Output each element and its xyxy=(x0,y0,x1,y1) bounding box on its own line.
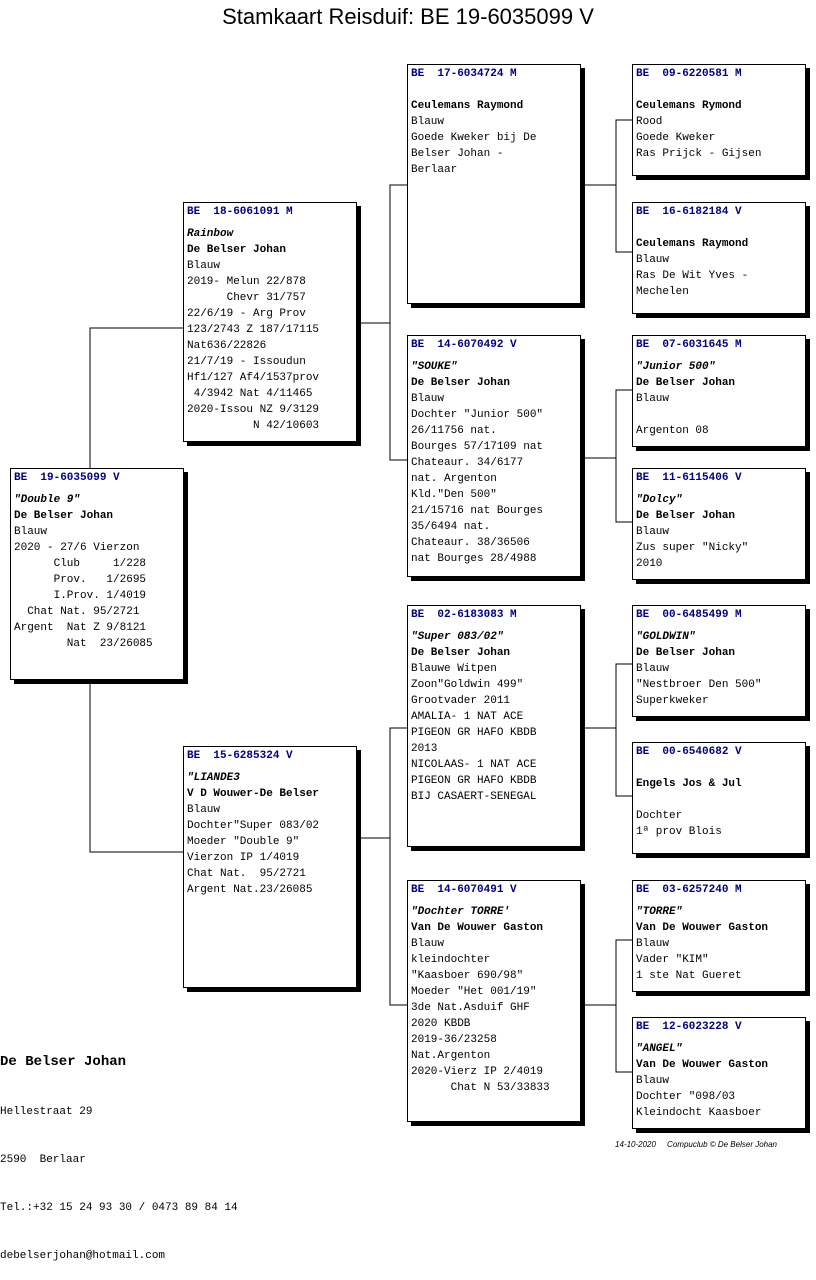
pedigree-line: Rood xyxy=(636,116,663,128)
pedigree-line: Ras De Wit Yves - xyxy=(636,270,749,282)
pigeon-name: "GOLDWIN" xyxy=(636,631,696,643)
pedigree-line: Blauw xyxy=(636,938,670,950)
pedigree-line: "Nestbroer Den 500" xyxy=(636,679,762,691)
pedigree-line: BIJ CASAERT-SENEGAL xyxy=(411,791,537,803)
pedigree-line: nat Bourges 28/4988 xyxy=(411,553,537,565)
owner-name: De Belser Johan xyxy=(411,377,511,389)
pedigree-line: 2019-36/23258 xyxy=(411,1034,497,1046)
spacer xyxy=(411,82,577,98)
pedigree-line xyxy=(636,792,802,808)
pedigree-line: Goede Kweker bij De xyxy=(411,132,537,144)
pigeon-name: "LIANDE3 xyxy=(187,772,240,784)
owner-name: De Belser Johan xyxy=(636,377,736,389)
pedigree-line: Nat 23/26085 xyxy=(14,638,153,650)
pedigree-line: Chateaur. 34/6177 xyxy=(411,457,524,469)
owner-name: De Belser Johan xyxy=(636,647,736,659)
pedigree-line: N 42/10603 xyxy=(187,420,320,432)
owner-name: Van De Wouwer Gaston xyxy=(636,1059,769,1071)
pedigree-line: Nat636/22826 xyxy=(187,340,267,352)
pedigree-line: Chat Nat. 95/2721 xyxy=(187,868,306,880)
pigeon-name: "Junior 500" xyxy=(636,361,716,373)
pedigree-line: 2020 KBDB xyxy=(411,1018,471,1030)
pigeon-card-ggm3[interactable] xyxy=(632,742,806,854)
pigeon-card-maternal-grandmother[interactable] xyxy=(407,880,581,1122)
pedigree-line: Zoon"Goldwin 499" xyxy=(411,679,524,691)
pedigree-line: 4/3942 Nat 4/11465 xyxy=(187,388,313,400)
pedigree-line: PIGEON GR HAFO KBDB xyxy=(411,775,537,787)
owner-name: De Belser Johan xyxy=(636,510,736,522)
footer-credit: Compuclub © De Belser Johan xyxy=(667,1140,777,1149)
pedigree-line: Dochter "098/03 xyxy=(636,1091,736,1103)
owner-name: Van De Wouwer Gaston xyxy=(636,922,769,934)
pedigree-line: Prov. 1/2695 xyxy=(14,574,147,586)
pedigree-line: Bourges 57/17109 nat xyxy=(411,441,544,453)
pedigree-line: Moeder "Het 001/19" xyxy=(411,986,537,998)
pedigree-line: Ras Prijck - Gijsen xyxy=(636,148,762,160)
pigeon-name: "Dochter TORRE' xyxy=(411,906,511,918)
pedigree-line: Kld."Den 500" xyxy=(411,489,497,501)
pigeon-card-maternal-grandfather[interactable] xyxy=(407,605,581,847)
ring-number: BE 17-6034724 M xyxy=(411,68,517,80)
breeder-info xyxy=(0,1020,238,1280)
pigeon-name: "TORRE" xyxy=(636,906,683,918)
ring-number: BE 03-6257240 M xyxy=(636,884,742,896)
pedigree-line: Blauwe Witpen xyxy=(411,663,497,675)
pedigree-line: 2010 xyxy=(636,558,663,570)
owner-name: De Belser Johan xyxy=(411,647,511,659)
pedigree-line: Blauw xyxy=(14,526,48,538)
pedigree-line: 26/11756 nat. xyxy=(411,425,497,437)
spacer xyxy=(636,760,802,776)
owner-name: Ceulemans Raymond xyxy=(411,100,524,112)
pedigree-line: "Kaasboer 690/98" xyxy=(411,970,524,982)
pedigree-line: Zus super "Nicky" xyxy=(636,542,749,554)
ring-number: BE 11-6115406 V xyxy=(636,472,742,484)
ring-number: BE 18-6061091 M xyxy=(187,206,293,218)
owner-name: Engels Jos & Jul xyxy=(636,778,742,790)
pedigree-line: Club 1/228 xyxy=(14,558,147,570)
pigeon-card-subject[interactable] xyxy=(10,468,184,680)
pigeon-card-mother[interactable] xyxy=(183,746,357,988)
pedigree-line: 21/15716 nat Bourges xyxy=(411,505,544,517)
ring-number: BE 14-6070492 V xyxy=(411,339,517,351)
pigeon-name: "ANGEL" xyxy=(636,1043,683,1055)
pedigree-line: Superkweker xyxy=(636,695,709,707)
pedigree-line: NICOLAAS- 1 NAT ACE xyxy=(411,759,537,771)
pedigree-line: 3de Nat.Asduif GHF xyxy=(411,1002,530,1014)
pedigree-line: Blauw xyxy=(636,663,670,675)
owner-name: Van De Wouwer Gaston xyxy=(411,922,544,934)
footer-date: 14-10-2020 xyxy=(615,1140,656,1149)
pedigree-line: Dochter"Super 083/02 xyxy=(187,820,320,832)
ring-number: BE 09-6220581 M xyxy=(636,68,742,80)
pigeon-card-ggm2[interactable] xyxy=(632,468,806,580)
pigeon-card-paternal-grandfather[interactable] xyxy=(407,64,581,304)
spacer xyxy=(636,220,802,236)
pedigree-line: 22/6/19 - Arg Prov xyxy=(187,308,306,320)
pedigree-line: Berlaar xyxy=(411,164,458,176)
pedigree-line: 123/2743 Z 187/17115 xyxy=(187,324,320,336)
owner-name: De Belser Johan xyxy=(14,510,114,522)
breeder-name: De Belser Johan xyxy=(0,1054,127,1070)
pedigree-line: Argent Nat.23/26085 xyxy=(187,884,313,896)
pedigree-line: 2019- Melun 22/878 xyxy=(187,276,306,288)
pedigree-line: Blauw xyxy=(187,804,221,816)
pedigree-line: Blauw xyxy=(411,116,445,128)
pedigree-line: AMALIA- 1 NAT ACE xyxy=(411,711,524,723)
footer xyxy=(615,1140,777,1149)
owner-name: Ceulemans Raymond xyxy=(636,238,749,250)
pedigree-line: Argent Nat Z 9/8121 xyxy=(14,622,147,634)
pedigree-line: Chat Nat. 95/2721 xyxy=(14,606,140,618)
ring-number: BE 15-6285324 V xyxy=(187,750,293,762)
owner-name: De Belser Johan xyxy=(187,244,287,256)
pigeon-name: "Super 083/02" xyxy=(411,631,504,643)
pigeon-name: "SOUKE" xyxy=(411,361,458,373)
pedigree-line: kleindochter xyxy=(411,954,491,966)
pedigree-line: Blauw xyxy=(411,393,445,405)
pigeon-card-ggf1[interactable] xyxy=(632,64,806,176)
pedigree-line: Blauw xyxy=(411,938,445,950)
pigeon-name: "Double 9" xyxy=(14,494,81,506)
pedigree-line: Vierzon IP 1/4019 xyxy=(187,852,300,864)
page-title: Stamkaart Reisduif: BE 19-6035099 V xyxy=(222,4,594,29)
pedigree-line: Dochter xyxy=(636,810,683,822)
pedigree-line: Belser Johan - xyxy=(411,148,504,160)
pedigree-line: Goede Kweker xyxy=(636,132,716,144)
ring-number: BE 12-6023228 V xyxy=(636,1021,742,1033)
pedigree-line: Kleindocht Kaasboer xyxy=(636,1107,762,1119)
ring-number: BE 02-6183083 M xyxy=(411,609,517,621)
pedigree-line: Grootvader 2011 xyxy=(411,695,511,707)
pigeon-card-father[interactable] xyxy=(183,202,357,442)
pedigree-line: Argenton 08 xyxy=(636,425,709,437)
pedigree-line: PIGEON GR HAFO KBDB xyxy=(411,727,537,739)
pigeon-card-ggf4[interactable] xyxy=(632,880,806,992)
pedigree-line: Chevr 31/757 xyxy=(187,292,306,304)
ring-number: BE 16-6182184 V xyxy=(636,206,742,218)
pedigree-line: 2013 xyxy=(411,743,438,755)
pigeon-name: Rainbow xyxy=(187,228,234,240)
pigeon-card-paternal-grandmother[interactable] xyxy=(407,335,581,577)
spacer xyxy=(636,82,802,98)
pigeon-card-ggf2[interactable] xyxy=(632,335,806,447)
pedigree-line: 2020-Vierz IP 2/4019 xyxy=(411,1066,544,1078)
pedigree-line: 35/6494 nat. xyxy=(411,521,491,533)
pedigree-line: Hf1/127 Af4/1537prov xyxy=(187,372,320,384)
breeder-phone: Tel.:+32 15 24 93 30 / 0473 89 84 14 xyxy=(0,1202,238,1214)
pedigree-line: 2020-Issou NZ 9/3129 xyxy=(187,404,320,416)
pedigree-line: Chateaur. 38/36506 xyxy=(411,537,530,549)
pedigree-line: Nat.Argenton xyxy=(411,1050,491,1062)
ring-number: BE 19-6035099 V xyxy=(14,472,120,484)
pedigree-line: Blauw xyxy=(636,393,670,405)
owner-name: Ceulemans Rymond xyxy=(636,100,742,112)
breeder-email[interactable]: debelserjohan@hotmail.com xyxy=(0,1250,166,1262)
pedigree-line: Blauw xyxy=(636,254,670,266)
pedigree-line: nat. Argenton xyxy=(411,473,497,485)
pedigree-line: Dochter "Junior 500" xyxy=(411,409,544,421)
pedigree-line: Moeder "Double 9" xyxy=(187,836,300,848)
ring-number: BE 14-6070491 V xyxy=(411,884,517,896)
ring-number: BE 00-6540682 V xyxy=(636,746,742,758)
pigeon-card-ggm1[interactable] xyxy=(632,202,806,314)
ring-number: BE 00-6485499 M xyxy=(636,609,742,621)
pedigree-line: Blauw xyxy=(187,260,221,272)
pedigree-line: Mechelen xyxy=(636,286,689,298)
pedigree-line: Chat N 53/33833 xyxy=(411,1082,550,1094)
pedigree-line: Blauw xyxy=(636,526,670,538)
pigeon-card-ggf3[interactable] xyxy=(632,605,806,717)
pedigree-line xyxy=(636,407,802,423)
pigeon-card-ggm4[interactable] xyxy=(632,1017,806,1129)
owner-name: V D Wouwer-De Belser xyxy=(187,788,320,800)
pedigree-line: I.Prov. 1/4019 xyxy=(14,590,147,602)
breeder-address: Hellestraat 29 xyxy=(0,1106,93,1118)
pedigree-line: 2020 - 27/6 Vierzon xyxy=(14,542,140,554)
pigeon-name: "Dolcy" xyxy=(636,494,683,506)
pedigree-line: 1 ste Nat Gueret xyxy=(636,970,742,982)
ring-number: BE 07-6031645 M xyxy=(636,339,742,351)
pedigree-line: 21/7/19 - Issoudun xyxy=(187,356,306,368)
breeder-city: 2590 Berlaar xyxy=(0,1154,86,1166)
pedigree-line: 1ª prov Blois xyxy=(636,826,722,838)
pedigree-line: Blauw xyxy=(636,1075,670,1087)
pedigree-line: Vader "KIM" xyxy=(636,954,709,966)
